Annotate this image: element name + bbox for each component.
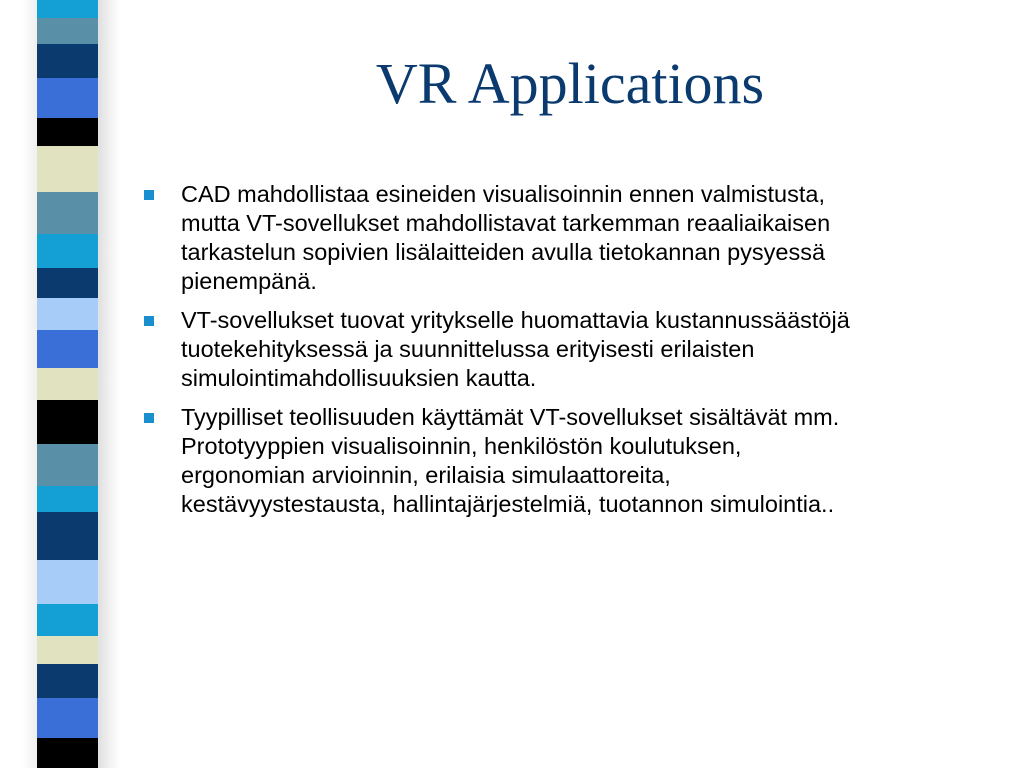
bullet-line: Tyypilliset teollisuuden käyttämät VT-sovellukset sisältävät mm. xyxy=(181,404,840,430)
bullet-line: tuotekehityksessä ja suunnittelussa erityisesti erilaisten xyxy=(181,336,755,362)
bullet-list xyxy=(140,180,1000,529)
stripe-block xyxy=(37,298,98,330)
square-bullet-icon xyxy=(144,413,154,423)
bullet-item xyxy=(140,306,1000,393)
bullet-line: Prototyyppien visualisoinnin, henkilöstön koulutuksen, xyxy=(181,433,742,459)
stripe-block xyxy=(37,664,98,698)
bullet-item xyxy=(140,403,1000,519)
stripe-block xyxy=(37,0,98,18)
bullet-line: ergonomian arvioinnin, erilaisia simulaattoreita, xyxy=(181,462,671,488)
stripe-block xyxy=(37,330,98,368)
stripe-block xyxy=(37,400,98,444)
stripe-block xyxy=(37,738,98,768)
bullet-line: CAD mahdollistaa esineiden visualisoinnin ennen valmistusta, xyxy=(181,181,825,207)
stripe-block xyxy=(37,604,98,636)
stripe-block xyxy=(37,486,98,512)
stripe-block xyxy=(37,234,98,268)
bullet-line: VT-sovellukset tuovat yritykselle huomattavia kustannussäästöjä xyxy=(181,307,850,333)
stripe-block xyxy=(37,18,98,44)
stripe-block xyxy=(37,512,98,560)
square-bullet-icon xyxy=(144,190,154,200)
decorative-stripe-column xyxy=(37,0,98,768)
stripe-block xyxy=(37,560,98,604)
square-bullet-icon xyxy=(144,316,154,326)
slide-title: VR Applications xyxy=(375,51,765,116)
bullet-item xyxy=(140,180,1000,296)
stripe-block xyxy=(37,636,98,664)
bullet-line: mutta VT-sovellukset mahdollistavat tarkemman reaaliaikaisen xyxy=(181,210,831,236)
bullet-line: simulointimahdollisuuksien kautta. xyxy=(181,365,537,391)
bullet-line: tarkastelun sopivien lisälaitteiden avulla tietokannan pysyessä xyxy=(181,239,826,265)
bullet-line: kestävyystestausta, hallintajärjestelmiä, tuotannon simulointia.. xyxy=(181,491,835,517)
stripe-block xyxy=(37,146,98,192)
stripe-block xyxy=(37,368,98,400)
stripe-block xyxy=(37,268,98,298)
stripe-block xyxy=(37,698,98,738)
bullet-line: pienempänä. xyxy=(181,268,317,294)
stripe-block xyxy=(37,44,98,78)
stripe-block xyxy=(37,78,98,118)
stripe-block xyxy=(37,192,98,234)
stripe-block xyxy=(37,118,98,146)
stripe-block xyxy=(37,444,98,486)
